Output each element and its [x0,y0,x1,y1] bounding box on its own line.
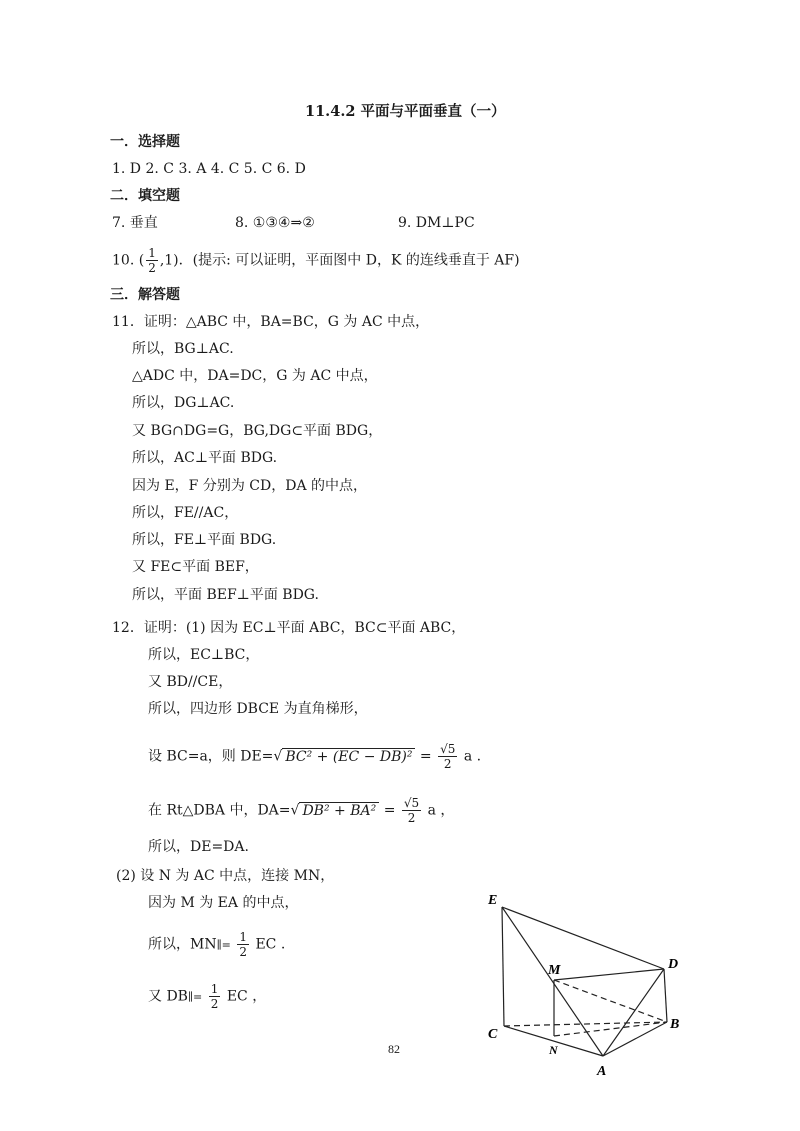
q12-line-7: 所以，DE=DA. [148,839,249,855]
q10-prefix: 10. [112,252,135,269]
q12-l10-post: EC . [255,936,286,953]
q12-l5-sqrt: BC² + (EC − DB)² [282,748,415,765]
q10-frac-num: 1 [148,246,156,260]
label-m: M [548,963,561,978]
q11-line-9: 所以，FE⊥平面 BDG. [132,532,277,548]
q12-l11-frac [209,982,221,1011]
fill-answer-9: 9. DM⊥PC [398,215,475,231]
q10-paren: ( [138,252,145,269]
label-c: C [488,1027,498,1042]
edge-da [603,969,664,1056]
q11-line-2: 所以，BG⊥AC. [132,341,234,357]
q11-line-8: 所以，FE//AC， [132,505,239,521]
q12-l6-pre: 在 Rt△DBA 中，DA= [148,802,291,819]
q12-line-11 [148,982,266,1011]
edge-ed [502,907,664,969]
q12-line-2: 所以，EC⊥BC， [148,647,260,663]
q10-frac-den: 2 [148,261,156,275]
q12-l5-eq: = [419,748,432,765]
q12-l11-post: EC ， [226,988,267,1005]
fill-answer-10 [112,246,520,275]
q12-l6-post: a ， [427,802,455,819]
label-e: E [488,893,498,908]
q12-line-6: 在 Rt△DBA 中，DA=√ DB² + BA² = $\frac{√5}{2}$ a ， [148,796,455,825]
label-d: D [668,957,679,972]
q12-l11-den: 2 [210,997,219,1011]
q10-rest: ,1)．(提示: 可以证明，平面图中 D，K 的连线垂直于 AF) [159,252,520,269]
q12-l5-post: a . [463,748,482,765]
label-a: A [597,1064,607,1079]
q11-line-1: 11．证明：△ABC 中，BA=BC，G 为 AC 中点， [112,314,430,330]
q11-line-11: 所以，平面 BEF⊥平面 BDG. [132,587,319,603]
q11-line-10: 又 FE⊂平面 BEF， [132,559,259,575]
q12-l5-num: √5 [440,742,456,756]
q12-l6-frac [402,796,421,825]
section-heading-solution: 三．解答题 [110,287,180,303]
q12-l5-den: 2 [443,757,452,771]
q12-l10-den: 2 [239,945,247,959]
q12-line-10 [148,930,285,959]
q12-l10-frac [237,930,249,959]
edge-cb-hidden [504,1022,667,1026]
q11-line-7: 因为 E，F 分别为 CD，DA 的中点， [132,478,368,494]
section-heading-choice: 一．选择题 [110,134,180,150]
q12-l11-num: 1 [210,982,219,996]
page-number: 82 [388,1042,400,1056]
q12-line-4: 所以，四边形 DBCE 为直角梯形， [148,701,368,717]
q12-l5-pre: 设 BC=a，则 DE= [148,748,274,765]
q12-l6-sqrt: DB² + BA² [299,802,379,819]
label-n: N [549,1043,558,1057]
choice-answers: 1. D 2. C 3. A 4. C 5. C 6. D [112,161,306,177]
q12-l10-rel: ∥= [216,938,231,952]
q11-line-3: △ADC 中，DA=DC，G 为 AC 中点， [132,368,378,384]
edge-ea [502,907,603,1056]
edge-md [554,969,664,980]
q12-line-8: (2) 设 N 为 AC 中点，连接 MN， [116,868,335,884]
section-heading-fill: 二．填空题 [110,188,180,204]
q11-line-4: 所以，DG⊥AC. [132,395,235,411]
q12-l10-pre: 所以，MN [148,936,217,953]
edge-db [664,969,667,1022]
q10-fraction [146,246,158,275]
edge-mb-hidden [554,980,667,1022]
edge-ab [603,1022,667,1056]
q12-line-1: 12．证明：(1) 因为 EC⊥平面 ABC，BC⊂平面 ABC， [112,620,466,636]
q12-l5-frac [438,742,457,771]
q12-l11-rel: ∥= [187,990,203,1004]
fill-answer-7: 7. 垂直 [112,215,158,231]
label-b: B [670,1017,680,1032]
q12-l10-num: 1 [239,930,247,944]
q12-l6-num: √5 [403,796,420,810]
q11-line-5: 又 BG∩DG=G，BG,DG⊂平面 BDG， [132,423,383,439]
edge-nb-hidden [554,1022,667,1036]
q11-line-6: 所以，AC⊥平面 BDG. [132,450,278,466]
q12-l6-den: 2 [407,811,416,825]
q12-line-3: 又 BD//CE， [148,674,233,690]
q12-l11-pre: 又 DB [148,988,188,1005]
q12-line-9: 因为 M 为 EA 的中点， [148,895,299,911]
page-title: 11.4.2 平面与平面垂直（一） [305,103,506,120]
q12-line-5: 设 BC=a，则 DE=√ BC² + (EC − DB)² = $\frac{√5}{2}$ a . [148,742,482,771]
q12-l6-eq: = [383,802,396,819]
geometry-figure [480,888,700,1088]
fill-answer-8: 8. ①③④⇒② [235,215,315,231]
edge-ec [502,907,504,1026]
